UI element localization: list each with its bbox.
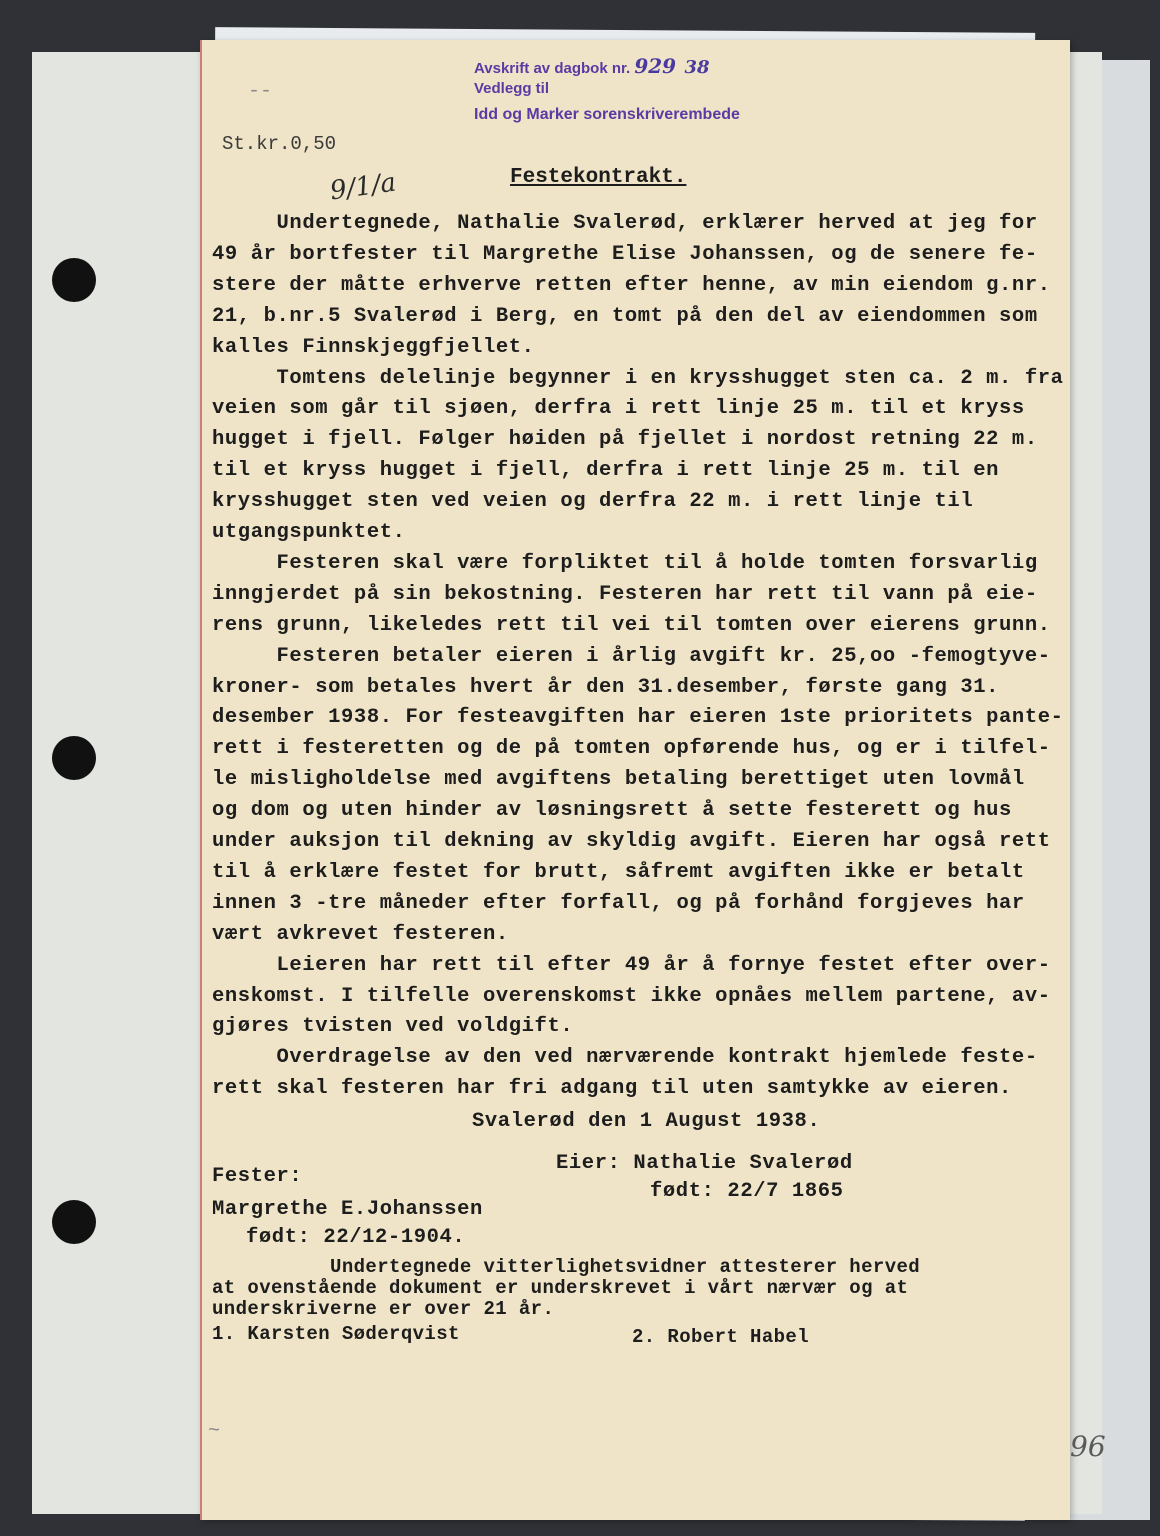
- body-line: enskomst. I tilfelle overenskomst ikke opnåes mellem partene, av-: [212, 984, 1051, 1008]
- body-line: krysshugget sten ved veien og derfra 22 m. i rett linje til: [212, 490, 974, 514]
- punch-hole-middle: [52, 736, 96, 780]
- lessee-born: født: 22/12-1904.: [246, 1226, 466, 1249]
- owner-name: Eier: Nathalie Svalerød: [556, 1152, 853, 1175]
- body-line: rett i festeretten og de på tomten opførende hus, og er i tilfel-: [212, 737, 1051, 761]
- stamp-line-2: Vedlegg til: [474, 80, 550, 97]
- body-line: til å erklære festet for brutt, såfremt avgiften ikke er betalt: [212, 860, 1025, 884]
- body-line: under auksjon til dekning av skyldig avgift. Eieren har også rett: [212, 830, 1051, 853]
- stamp-line-1: Avskrift av dagbok nr. 929 38: [474, 54, 710, 78]
- body-line: gjøres tvisten ved voldgift.: [212, 1015, 574, 1039]
- stamp-duty: St.kr.0,50: [222, 133, 337, 155]
- page-title: Festekontrakt.: [510, 166, 687, 189]
- punch-hole-bottom: [52, 1200, 96, 1244]
- body-line: 49 år bortfester til Margrethe Elise Johanssen, og de senere fe-: [212, 242, 1038, 266]
- body-line: Tomtens delelinje begynner i en krysshugget sten ca. 2 m. fra: [212, 366, 1064, 390]
- witness-1: 1. Karsten Søderqvist: [212, 1323, 460, 1345]
- witness-line-1: Undertegnede vitterlighetsvidner attesterer herved: [212, 1256, 921, 1278]
- body-line: kalles Finnskjeggfjellet.: [212, 335, 535, 359]
- witness-line-2: at ovenstående dokument er underskrevet i vårt nærvær og at: [212, 1277, 909, 1299]
- body-line: stere der måtte erhverve retten efter henne, av min eiendom g.nr.: [212, 273, 1051, 297]
- body-line: 21, b.nr.5 Svalerød i Berg, en tomt på den del av eiendommen som: [212, 304, 1038, 328]
- body-line: og dom og uten hinder av løsningsrett å sette festerett og hus: [212, 799, 1012, 823]
- body-line: Festeren betaler eieren i årlig avgift kr. 25,oo -femogtyve-: [212, 644, 1051, 668]
- body-line: utgangspunktet.: [212, 521, 406, 544]
- witness-2: 2. Robert Habel: [632, 1326, 810, 1348]
- lessee-name: Margrethe E.Johanssen: [212, 1198, 483, 1221]
- body-line: vært avkrevet festeren.: [212, 922, 509, 946]
- place-date: Svalerød den 1 August 1938.: [472, 1110, 821, 1133]
- body-line: til et kryss hugget i fjell, derfra i rett linje 25 m. til en: [212, 459, 1000, 483]
- owner-born: født: 22/7 1865: [650, 1180, 844, 1203]
- body-line: Overdragelse av den ved nærværende kontrakt hjemlede feste-: [212, 1046, 1038, 1070]
- page-number: 96: [1070, 1430, 1106, 1463]
- body-line: rett skal festeren har fri adgang til uten samtykke av eieren.: [212, 1077, 1012, 1101]
- body-line: Festeren skal være forpliktet til å holde tomten forsvarlig: [212, 551, 1038, 575]
- body-line: Undertegnede, Nathalie Svalerød, erklærer herved at jeg for: [212, 212, 1038, 235]
- body-line: le misligholdelse med avgiftens betaling berettiget uten lovmål: [212, 768, 1025, 792]
- margin-line: [200, 40, 202, 1520]
- stamp-line-3: Idd og Marker sorenskriverembede: [474, 106, 740, 123]
- lessee-label: Fester:: [212, 1165, 303, 1188]
- body-line: kroner- som betales hvert år den 31.desember, første gang 31.: [212, 675, 1000, 699]
- margin-initials: 9/1/a: [328, 167, 398, 207]
- bottom-mark: ~: [208, 1420, 221, 1443]
- body-line: innen 3 -tre måneder efter forfall, og på forhånd forgjeves har: [212, 891, 1025, 915]
- body-line: hugget i fjell. Følger høiden på fjellet i nordost retning 22 m.: [212, 428, 1038, 452]
- punch-hole-top: [52, 258, 96, 302]
- margin-marks: --: [248, 80, 273, 103]
- body-line: veien som går til sjøen, derfra i rett linje 25 m. til et kryss: [212, 397, 1025, 421]
- body-line: desember 1938. For festeavgiften har eieren 1ste prioritets pante-: [212, 706, 1064, 730]
- body-line: rens grunn, likeledes rett til vei til tomten over eierens grunn.: [212, 613, 1051, 637]
- body-line: Leieren har rett til efter 49 år å fornye festet efter over-: [212, 953, 1051, 977]
- witness-line-3: underskriverne er over 21 år.: [212, 1298, 555, 1320]
- body-line: inngjerdet på sin bekostning. Festeren har rett til vann på eie-: [212, 582, 1038, 606]
